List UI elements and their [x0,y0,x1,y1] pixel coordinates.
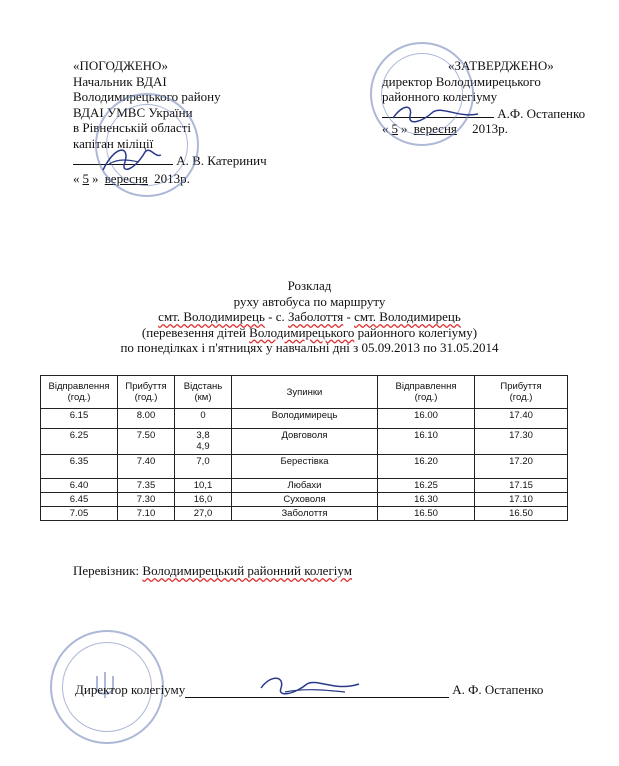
route-destination: смт. Володимирець [354,309,461,324]
table-row: 6.40 7.35 10,1 Любахи 16.25 17.15 [41,479,568,493]
approval-line: в Рівненській області [73,120,191,135]
date-line-left: « 5 » вересня 2013р. [73,170,190,186]
signature-bottom [255,672,365,702]
table-row: 6.45 7.30 16,0 Суховоля 16.30 17.10 [41,493,568,507]
table-row: 6.35 7.40 7,0 Берестівка 16.20 17.20 [41,455,568,479]
approval-heading-right: «ЗАТВЕРДЖЕНО» [448,58,554,73]
title-line-4: (перевезення дітей Володимирецького районного колегіуму) [141,324,478,340]
approval-heading-left: «ПОГОДЖЕНО» [73,58,168,73]
col-header-departure-return: Відправлення (год.) [378,376,475,409]
signature-left [95,140,165,180]
schedule-table [40,375,568,521]
table-row: 6.15 8.00 0 Володимирець 16.00 17.40 [41,409,568,429]
route-mid: Заболоття [288,309,344,324]
approval-line: Володимирецького району [73,89,221,104]
table-row: 6.25 7.50 3,8 4,9 Довговоля 16.10 17.30 [41,429,568,455]
approval-line: директор Володимирецького [382,73,541,89]
title-line-2: руху автобуса по маршруту [233,293,386,309]
date-day: 5 [82,170,89,186]
approval-line: ВДАІ УМВС України [73,104,193,120]
approval-line: районного колегіуму [382,89,498,104]
footer-signer: А. Ф. Остапенко [452,682,544,697]
title-line-5: по понеділках і п'ятницях у навчальні дні з 05.09.2013 по 31.05.2014 [120,340,499,355]
signer-name-right: А.Ф. Остапенко [497,105,586,121]
signer-name-left: А. В. Катеринич [176,153,267,168]
title-line-1: Розклад [287,278,332,293]
date-month: вересня [413,121,457,136]
date-day: 5 [391,121,398,136]
stamp-right [370,42,474,146]
date-line-right: « 5 » вересня 2013р. [382,121,508,136]
signature-right [388,100,483,130]
col-header-stops: Зупинки [232,376,378,409]
date-month: вересня [104,170,148,186]
approval-line: капітан міліції [73,135,154,151]
carrier-name: Володимирецький районний колегіум [142,563,352,578]
carrier-label: Перевізник: [73,563,143,578]
table-header-row [41,376,568,409]
col-header-distance: Відстань (км) [175,376,232,409]
table-row: 7.05 7.10 27,0 Заболоття 16.50 16.50 [41,507,568,521]
date-year: 2013р. [154,170,190,186]
col-header-departure: Відправлення (год.) [41,376,118,409]
route-origin: смт. Володимирець [158,309,265,324]
approval-line: Начальник ВДАІ [73,73,167,89]
schedule-title [0,278,619,356]
col-header-arrival: Прибуття (год.) [118,376,175,409]
route-line: смт. Володимирець - с. Заболоття - смт. Володимирець [158,309,461,324]
carrier-line [73,563,352,579]
col-header-arrival-return: Прибуття (год.) [475,376,568,409]
footer-role: Директор колегіуму [75,682,186,697]
date-year: 2013р. [472,121,508,136]
